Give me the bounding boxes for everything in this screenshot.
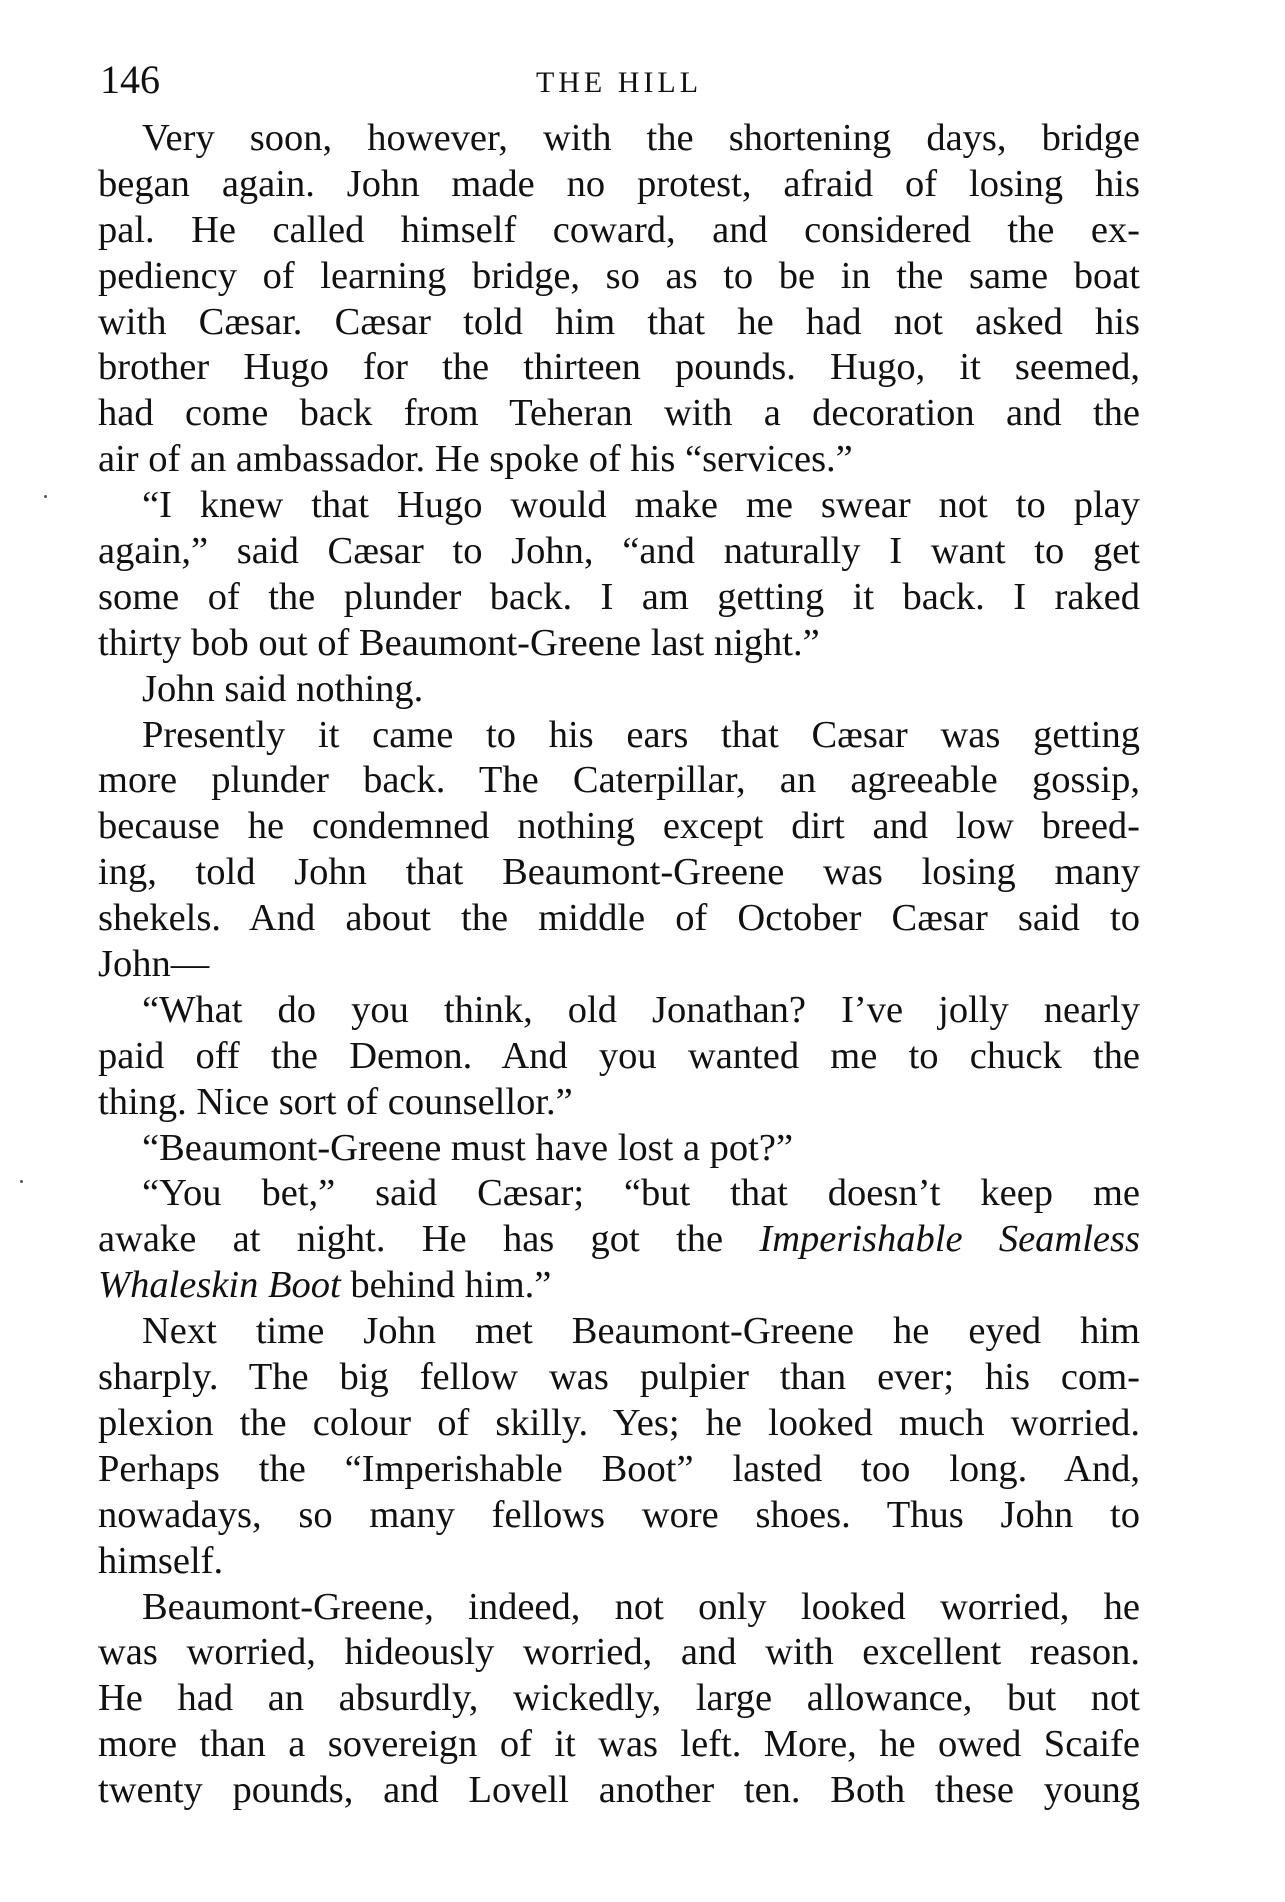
text-line <box>98 1080 1140 1126</box>
text-line <box>98 575 1140 621</box>
text-segment: John— <box>98 943 210 986</box>
text-line <box>98 208 1140 254</box>
text-line <box>98 1401 1140 1447</box>
text-line <box>98 1585 1140 1631</box>
text-segment: nowadays, so many fellows wore shoes. Thus John to <box>98 1493 1140 1536</box>
text-segment: more plunder back. The Caterpillar, an agreeable gossip, <box>98 759 1140 802</box>
text-segment: was worried, hideously worried, and with excellent reason. <box>98 1631 1140 1674</box>
text-line <box>98 1539 1140 1585</box>
text-segment: sharply. The big fellow was pulpier than ever; his com- <box>98 1356 1140 1399</box>
text-segment: began again. John made no protest, afraid of losing his <box>98 162 1140 205</box>
text-segment: “I knew that Hugo would make me swear not to play <box>142 484 1140 527</box>
text-line <box>98 1217 1140 1263</box>
text-segment: pal. He called himself coward, and considered the ex- <box>98 208 1140 251</box>
text-segment: had come back from Teheran with a decoration and the <box>98 392 1140 435</box>
text-line <box>98 1630 1140 1676</box>
text-line <box>98 391 1140 437</box>
text-line <box>98 437 1140 483</box>
text-segment: John said nothing. <box>142 667 424 710</box>
text-line <box>98 345 1140 391</box>
text-line <box>98 896 1140 942</box>
text-segment: Presently it came to his ears that Cæsar was getting <box>142 713 1140 756</box>
italic-text: Imperishable Seamless <box>759 1218 1140 1261</box>
text-line <box>98 1447 1140 1493</box>
text-segment: Next time John met Beaumont-Greene he eyed him <box>142 1310 1140 1353</box>
scan-speck <box>20 1180 23 1183</box>
text-segment: behind him.” <box>340 1264 552 1307</box>
text-segment: with Cæsar. Cæsar told him that he had not asked his <box>98 300 1140 343</box>
text-segment: some of the plunder back. I am getting it back. I raked <box>98 575 1140 618</box>
text-line <box>98 713 1140 759</box>
text-line <box>98 1171 1140 1217</box>
italic-text: Whaleskin Boot <box>98 1264 341 1307</box>
text-line <box>98 758 1140 804</box>
text-line <box>98 254 1140 300</box>
text-line <box>98 1355 1140 1401</box>
text-line <box>98 116 1140 162</box>
text-segment: “What do you think, old Jonathan? I’ve jolly nearly <box>142 988 1140 1031</box>
text-segment: “You bet,” said Cæsar; “but that doesn’t keep me <box>142 1172 1140 1215</box>
text-segment: himself. <box>98 1539 224 1582</box>
text-segment: thirty bob out of Beaumont-Greene last night.” <box>98 621 820 664</box>
scan-speck <box>44 495 47 498</box>
book-page <box>98 55 1140 1814</box>
text-segment: ing, told John that Beaumont-Greene was losing many <box>98 851 1140 894</box>
body-text <box>98 116 1140 1814</box>
text-segment: Very soon, however, with the shortening days, bridge <box>142 117 1140 159</box>
text-segment: more than a sovereign of it was left. More, he owed Scaife <box>98 1723 1140 1766</box>
text-segment: air of an ambassador. He spoke of his “services.” <box>98 438 853 481</box>
text-segment: awake at night. He has got the <box>98 1218 760 1261</box>
text-segment: Beaumont-Greene, indeed, not only looked worried, he <box>142 1585 1140 1628</box>
text-segment: pediency of learning bridge, so as to be in the same boat <box>98 254 1140 297</box>
text-line <box>98 1493 1140 1539</box>
text-segment: shekels. And about the middle of October Cæsar said to <box>98 897 1140 940</box>
text-line <box>98 988 1140 1034</box>
text-segment: He had an absurdly, wickedly, large allowance, but not <box>98 1677 1140 1720</box>
text-line <box>98 162 1140 208</box>
text-line <box>98 667 1140 713</box>
text-line <box>98 942 1140 988</box>
text-line <box>98 483 1140 529</box>
text-segment: twenty pounds, and Lovell another ten. Both these young <box>98 1769 1140 1812</box>
text-line <box>98 529 1140 575</box>
text-line <box>98 804 1140 850</box>
running-head <box>98 55 1140 115</box>
text-segment: because he condemned nothing except dirt and low breed- <box>98 805 1140 848</box>
text-segment: thing. Nice sort of counsellor.” <box>98 1080 573 1123</box>
text-line <box>98 1676 1140 1722</box>
text-line <box>98 1722 1140 1768</box>
text-line <box>98 300 1140 346</box>
text-line <box>98 1126 1140 1172</box>
text-segment: “Beaumont-Greene must have lost a pot?” <box>142 1126 794 1169</box>
page-number: 146 <box>100 57 160 102</box>
text-line <box>98 1034 1140 1080</box>
running-title: THE HILL <box>535 66 703 99</box>
text-line <box>98 1263 1140 1309</box>
text-line <box>98 621 1140 667</box>
text-segment: brother Hugo for the thirteen pounds. Hugo, it seemed, <box>98 346 1140 389</box>
text-segment: plexion the colour of skilly. Yes; he looked much worried. <box>98 1401 1140 1444</box>
text-line <box>98 1768 1140 1814</box>
text-line <box>98 1309 1140 1355</box>
text-segment: Perhaps the “Imperishable Boot” lasted too long. And, <box>98 1447 1140 1490</box>
text-segment: again,” said Cæsar to John, “and naturally I want to get <box>98 530 1140 573</box>
text-line <box>98 850 1140 896</box>
text-segment: paid off the Demon. And you wanted me to chuck the <box>98 1034 1140 1077</box>
